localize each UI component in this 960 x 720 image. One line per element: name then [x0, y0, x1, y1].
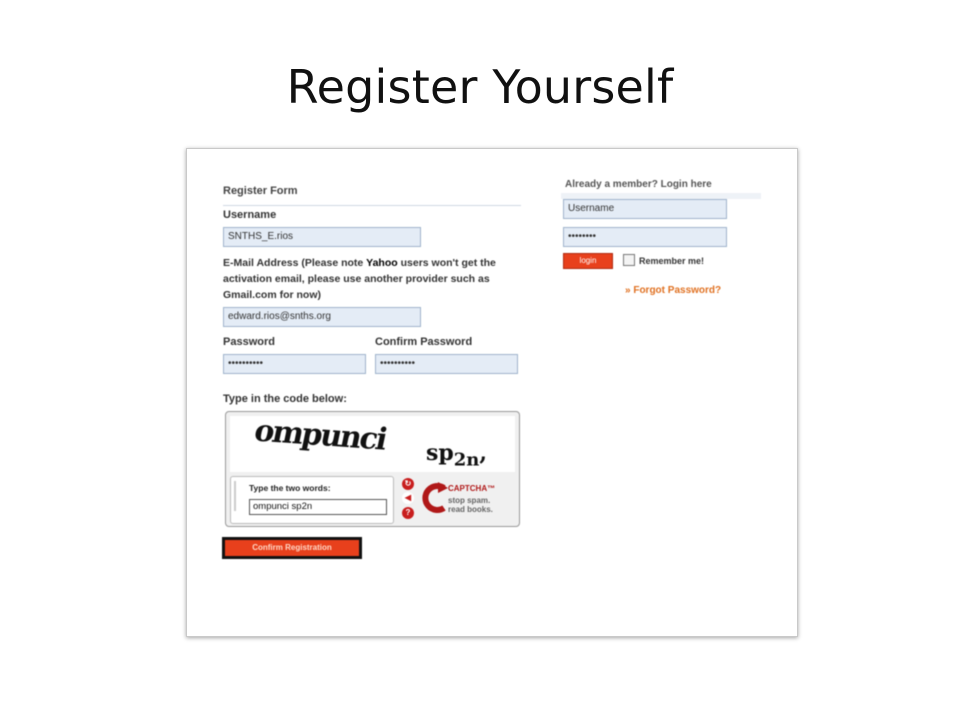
register-form-heading: Register Form — [223, 185, 298, 197]
help-icon[interactable]: ? — [402, 507, 414, 519]
recaptcha-logo-line3: read books. — [448, 505, 493, 514]
slide-title: Register Yourself — [286, 60, 674, 114]
captcha-image — [230, 413, 515, 472]
remember-me-label: Remember me! — [639, 256, 705, 266]
captcha-word-1: ompunci — [251, 413, 389, 458]
login-heading: Already a member? Login here — [565, 179, 712, 190]
captcha-entry-panel — [230, 476, 394, 524]
captcha-word-2-tail: , — [479, 440, 488, 466]
email-label — [223, 255, 553, 303]
email-note-yahoo: Yahoo — [366, 257, 398, 269]
captcha-entry-bracket — [234, 481, 236, 511]
audio-icon[interactable]: ◀ — [402, 492, 414, 504]
email-note-line2: activation email, please use another provider such as — [223, 273, 490, 285]
reload-icon[interactable]: ↻ — [402, 478, 414, 490]
email-note-line3: Gmail.com for now) — [223, 289, 322, 301]
password-input[interactable]: •••••••••• — [223, 354, 366, 374]
confirm-registration-button[interactable]: Confirm Registration — [222, 537, 362, 559]
recaptcha-logo-line2: stop spam. — [448, 496, 491, 505]
captcha-word-2 — [426, 440, 487, 470]
recaptcha-logo-mark — [422, 480, 448, 516]
email-label-text: E-Mail Address (Please note — [223, 257, 364, 269]
screenshot-content — [187, 149, 797, 636]
confirm-password-input[interactable]: •••••••••• — [375, 354, 518, 374]
confirm-password-label: Confirm Password — [375, 336, 473, 348]
heading-divider — [223, 205, 521, 206]
captcha-word-2-main: sp — [426, 440, 454, 466]
remember-me-checkbox[interactable] — [623, 254, 635, 266]
email-note-rest: users won't get the — [400, 257, 496, 269]
captcha-prompt: Type in the code below: — [223, 393, 347, 405]
captcha-word-2-sub: 2n — [453, 449, 480, 471]
login-username-input[interactable]: Username — [563, 199, 727, 219]
username-label: Username — [223, 209, 277, 221]
password-label: Password — [223, 336, 275, 348]
recaptcha-logo-line1: CAPTCHA™ — [448, 484, 496, 493]
captcha-type-label: Type the two words: — [249, 483, 331, 493]
screenshot-frame — [186, 148, 798, 637]
email-input[interactable]: edward.rios@snths.org — [223, 307, 421, 327]
captcha-widget — [225, 411, 520, 527]
captcha-input[interactable]: ompunci sp2n — [249, 499, 387, 515]
login-button[interactable]: login — [563, 253, 613, 269]
forgot-password-link[interactable]: » Forgot Password? — [625, 285, 722, 296]
login-password-input[interactable]: •••••••• — [563, 227, 727, 247]
username-input[interactable]: SNTHS_E.rios — [223, 227, 421, 247]
recaptcha-logo-icon — [422, 480, 448, 516]
recaptcha-logo-text — [448, 484, 495, 514]
